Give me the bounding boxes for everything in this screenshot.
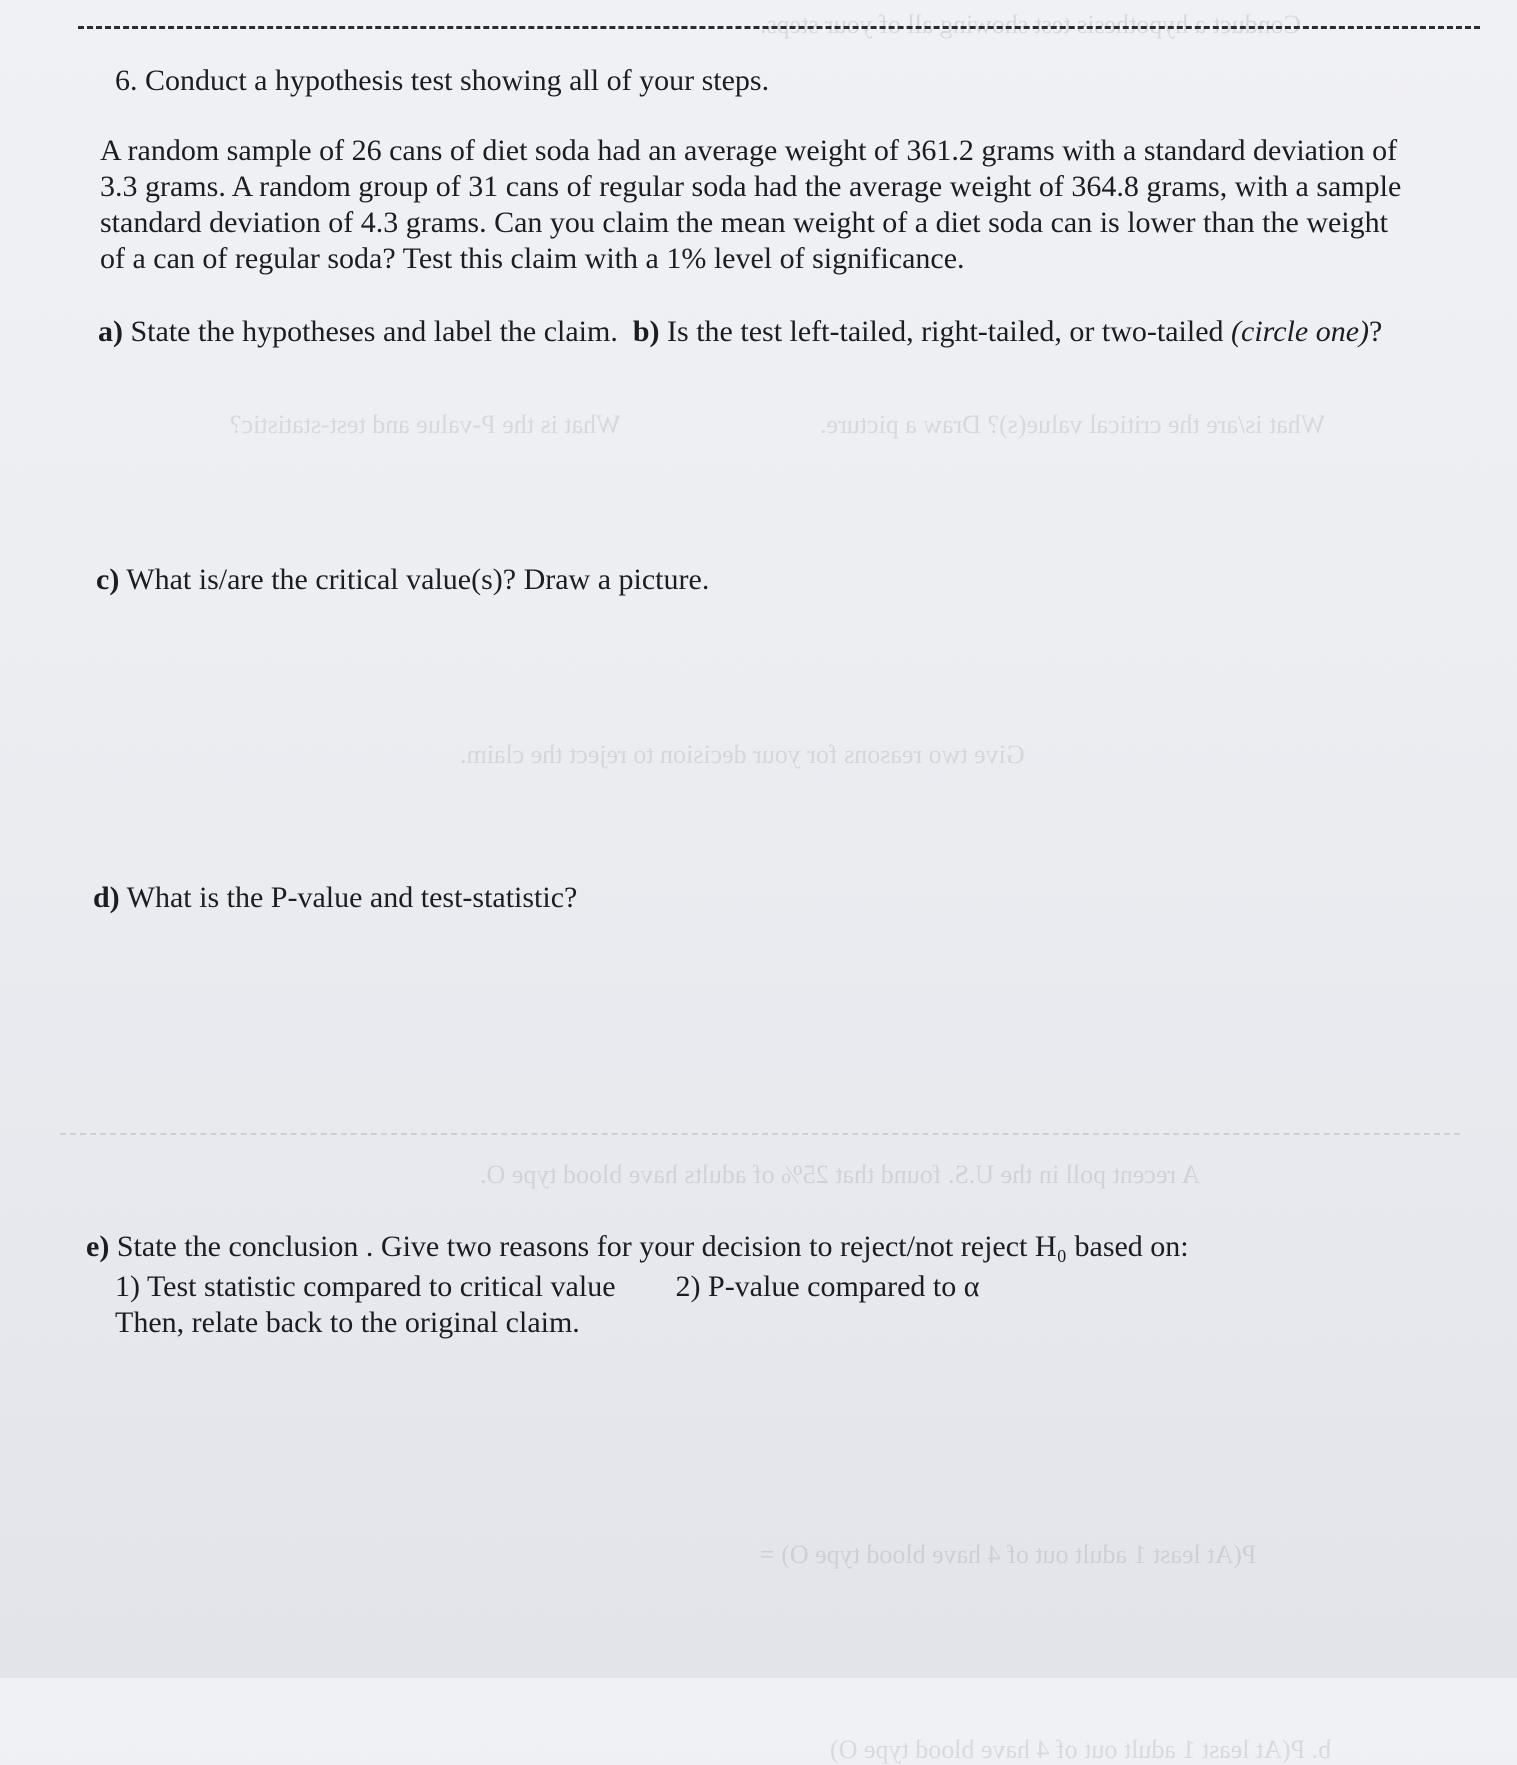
part-e-final-text: Then, relate back to the original claim. [115,1306,580,1339]
part-c-line [96,562,709,598]
part-e-label: e) [86,1230,110,1263]
bleed-through-text: What is the P-value and test-statistic? [230,410,621,439]
part-e-line [86,1229,1189,1265]
part-b-label: b) [632,315,660,348]
part-d-prompt: What is the P-value and test-statistic? [126,881,578,914]
part-c-label: c) [96,563,120,596]
bleed-through-text: What is/are the critical value(s)? Draw a picture. [820,410,1326,439]
reason-1: 1) Test statistic compared to critical value [115,1270,616,1303]
part-a-label: a) [98,315,123,348]
reason-2: 2) P-value compared to α [675,1270,980,1303]
bleed-through-text: Give two reasons for your decision to reject the claim. [460,740,1025,769]
lower-faint-divider [60,1133,1460,1135]
question-instruction: Conduct a hypothesis test showing all of your steps. [145,64,770,97]
bleed-through-text: A recent poll in the U.S. found that 25% of adults have blood type O. [480,1160,1200,1189]
part-b-prompt: Is the test left-tailed, right-tailed, or two-tailed [667,315,1232,348]
problem-line: standard deviation of 4.3 grams. Can you claim the mean weight of a diet soda can is lower than the weight [100,206,1388,239]
bleed-through-text: Conduct a hypothesis test showing all of your steps. [760,10,1301,39]
part-d-line [93,880,577,916]
part-a-b-line [98,314,1382,350]
part-b-emphasis: (circle one) [1231,315,1370,348]
part-e-final [115,1305,580,1341]
problem-line: of a can of regular soda? Test this claim with a 1% level of significance. [100,242,965,275]
bleed-through-text: P(At least 1 adult out of 4 have blood type O) = [760,1540,1257,1569]
part-e-prompt: State the conclusion . Give two reasons for your decision to reject/not reject H₀ based on: [116,1230,1189,1263]
question-number: 6. [115,64,138,97]
part-c-prompt: What is/are the critical value(s)? Draw a picture. [126,563,710,596]
part-a-prompt: State the hypotheses and label the claim. [130,315,618,348]
part-b-end: ? [1369,315,1383,348]
part-e-reasons [115,1269,979,1305]
problem-line: 3.3 grams. A random group of 31 cans of regular soda had the average weight of 364.8 grams, with a sample [100,170,1402,203]
problem-line: A random sample of 26 cans of diet soda had an average weight of 361.2 grams with a standard deviation of [100,134,1398,167]
problem-statement [100,133,1500,277]
question-heading [115,63,769,99]
bleed-through-text: b. P(At least 1 adult out of 4 have blood type O) [830,1735,1332,1764]
part-d-label: d) [93,881,120,914]
